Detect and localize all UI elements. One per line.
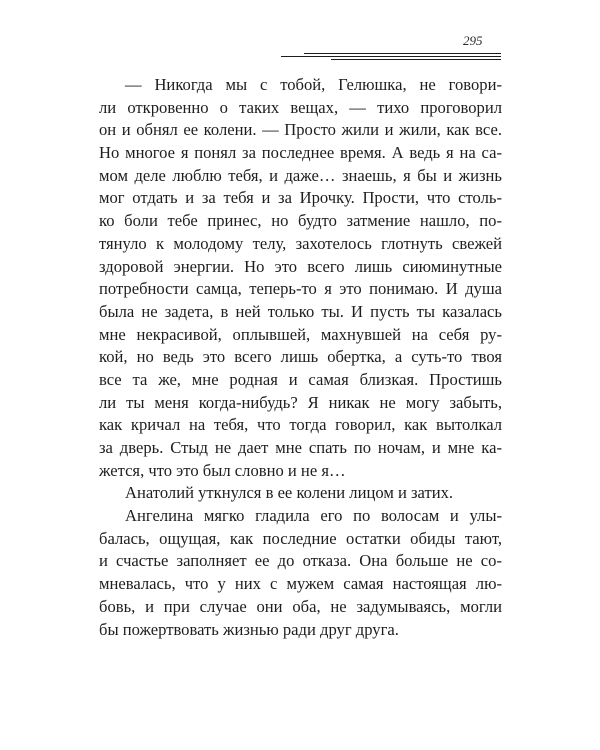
paragraph [99, 505, 502, 641]
text-line: жется, что это был словно и не я… [99, 460, 346, 480]
header-rule-bottom [331, 59, 501, 60]
text-line: все та же, мне родная и самая близкая. Простишь [99, 369, 502, 389]
text-line: здоровой энергии. Но это всего лишь сиюминутные [99, 256, 502, 276]
text-line: Но многое я понял за последнее время. А ведь я на са- [99, 143, 502, 163]
text-line: ко боли тебе принес, но будто затмение нашло, по- [99, 211, 502, 231]
text-line: мом деле люблю тебя, и даже… знаешь, я бы и жизнь [99, 165, 502, 185]
text-line: как кричал на тебя, что тогда говорил, как вытолкал [99, 415, 502, 435]
text-line: бовь, и при случае они оба, не задумываясь, могли [99, 596, 502, 616]
header-rule-middle [281, 56, 501, 57]
text-line: он и обнял ее колени. — Просто жили и жили, как все. [99, 120, 502, 140]
text-line: Анатолий уткнулся в ее колени лицом и затих. [125, 483, 454, 503]
paragraph [99, 74, 502, 482]
header-rule-top [304, 53, 501, 54]
text-line: мог отдать и за тебя и за Ирочку. Прости, что столь- [99, 188, 502, 208]
text-line: потребности самца, теперь-то я это понимаю. И душа [99, 279, 502, 299]
paragraph [99, 482, 502, 505]
page-number: 295 [463, 33, 483, 48]
text-line: мневалась, что у них с мужем самая настоящая лю- [99, 574, 502, 594]
text-line: мне некрасивой, оплывшей, махнувшей на себя ру- [99, 324, 502, 344]
text-line: за дверь. Стыд не дает мне спать по ночам, и мне ка- [99, 438, 502, 457]
text-line: была не задета, в ней только ты. И пусть ты казалась [99, 301, 502, 321]
text-line: кой, но ведь это всего лишь обертка, а суть-то твоя [99, 347, 502, 367]
text-line: — Никогда мы с тобой, Гелюшка, не говори- [125, 75, 502, 94]
text-line: Ангелина мягко гладила его по волосам и улы- [125, 506, 502, 526]
text-line: ли ты меня когда-нибудь? Я никак не могу забыть, [99, 392, 502, 412]
text-line: ли откровенно о таких вещах, — тихо проговорил [99, 97, 502, 117]
text-line: и счастье заполняет ее до отказа. Она больше не со- [99, 551, 502, 571]
body-text [99, 74, 502, 641]
text-line: бы пожертвовать жизнью ради друг друга. [99, 619, 399, 639]
text-line: тянуло к молодому телу, захотелось глотнуть свежей [99, 233, 502, 253]
text-line: балась, ощущая, как последние остатки обиды тают, [99, 528, 502, 548]
